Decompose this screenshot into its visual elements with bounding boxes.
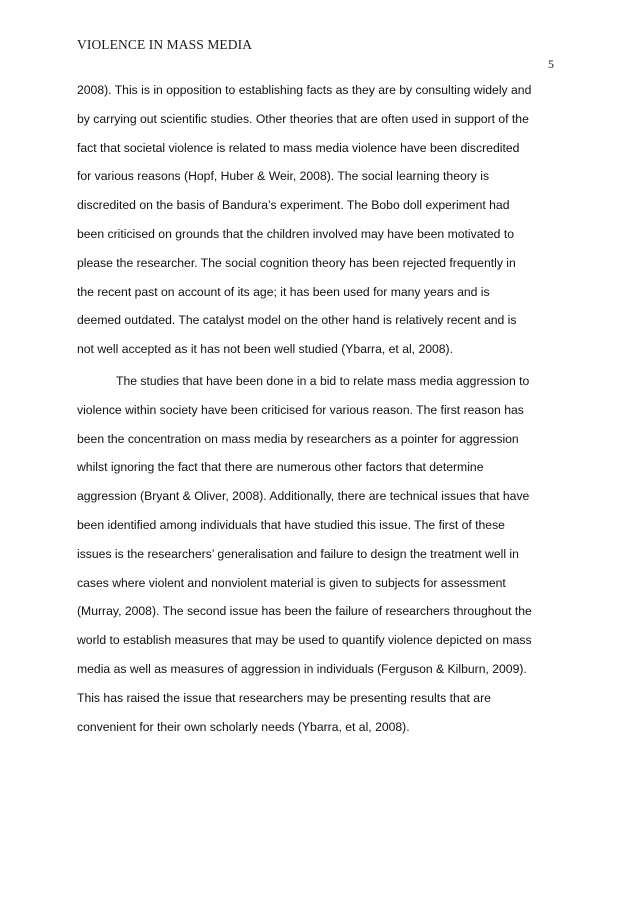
paragraph-line: This has raised the issue that researchers may be presenting results that are	[77, 690, 491, 705]
page-number: 5	[548, 57, 554, 71]
paragraph-line: whilst ignoring the fact that there are numerous other factors that determine	[77, 460, 484, 475]
paragraph-line: cases where violent and nonviolent material is given to subjects for assessment	[77, 575, 506, 590]
paragraph-line: please the researcher. The social cognition theory has been rejected frequently in	[77, 255, 516, 270]
paragraph-line: the recent past on account of its age; it has been used for many years and is	[77, 284, 490, 299]
paragraph-2	[77, 367, 577, 741]
paragraph-line: (Murray, 2008). The second issue has been the failure of researchers throughout the	[77, 604, 532, 619]
paragraph-line: been identified among individuals that have studied this issue. The first of these	[77, 517, 505, 532]
paragraph-line: issues is the researchers’ generalisation and failure to design the treatment well in	[77, 546, 519, 561]
paragraph-1	[77, 76, 577, 364]
paragraph-line: been the concentration on mass media by researchers as a pointer for aggression	[77, 431, 519, 446]
paragraph-line: not well accepted as it has not been well studied (Ybarra, et al, 2008).	[77, 342, 454, 357]
body-text	[77, 76, 577, 741]
paragraph-line: media as well as measures of aggression in individuals (Ferguson & Kilburn, 2009).	[77, 661, 527, 676]
paragraph-line: for various reasons (Hopf, Huber & Weir, 2008). The social learning theory is	[77, 169, 490, 184]
paragraph-line: world to establish measures that may be used to quantify violence depicted on mass	[77, 633, 532, 648]
paragraph-line: violence within society have been criticised for various reason. The first reason has	[77, 402, 524, 417]
paragraph-line: discredited on the basis of Bandura’s experiment. The Bobo doll experiment had	[77, 198, 510, 213]
paragraph-line: deemed outdated. The catalyst model on the other hand is relatively recent and is	[77, 313, 517, 328]
paragraph-line: by carrying out scientific studies. Other theories that are often used in support of the	[77, 111, 529, 126]
paragraph-line: The studies that have been done in a bid to relate mass media aggression to	[116, 373, 530, 388]
paragraph-line: fact that societal violence is related to mass media violence have been discredited	[77, 140, 520, 155]
paragraph-line: convenient for their own scholarly needs (Ybarra, et al, 2008).	[77, 719, 410, 734]
paragraph-line: 2008). This is in opposition to establishing facts as they are by consulting widely and	[77, 83, 532, 97]
paragraph-line: aggression (Bryant & Oliver, 2008). Additionally, there are technical issues that have	[77, 489, 530, 504]
paragraph-line: been criticised on grounds that the children involved may have been motivated to	[77, 226, 514, 241]
running-head: VIOLENCE IN MASS MEDIA	[77, 37, 253, 52]
